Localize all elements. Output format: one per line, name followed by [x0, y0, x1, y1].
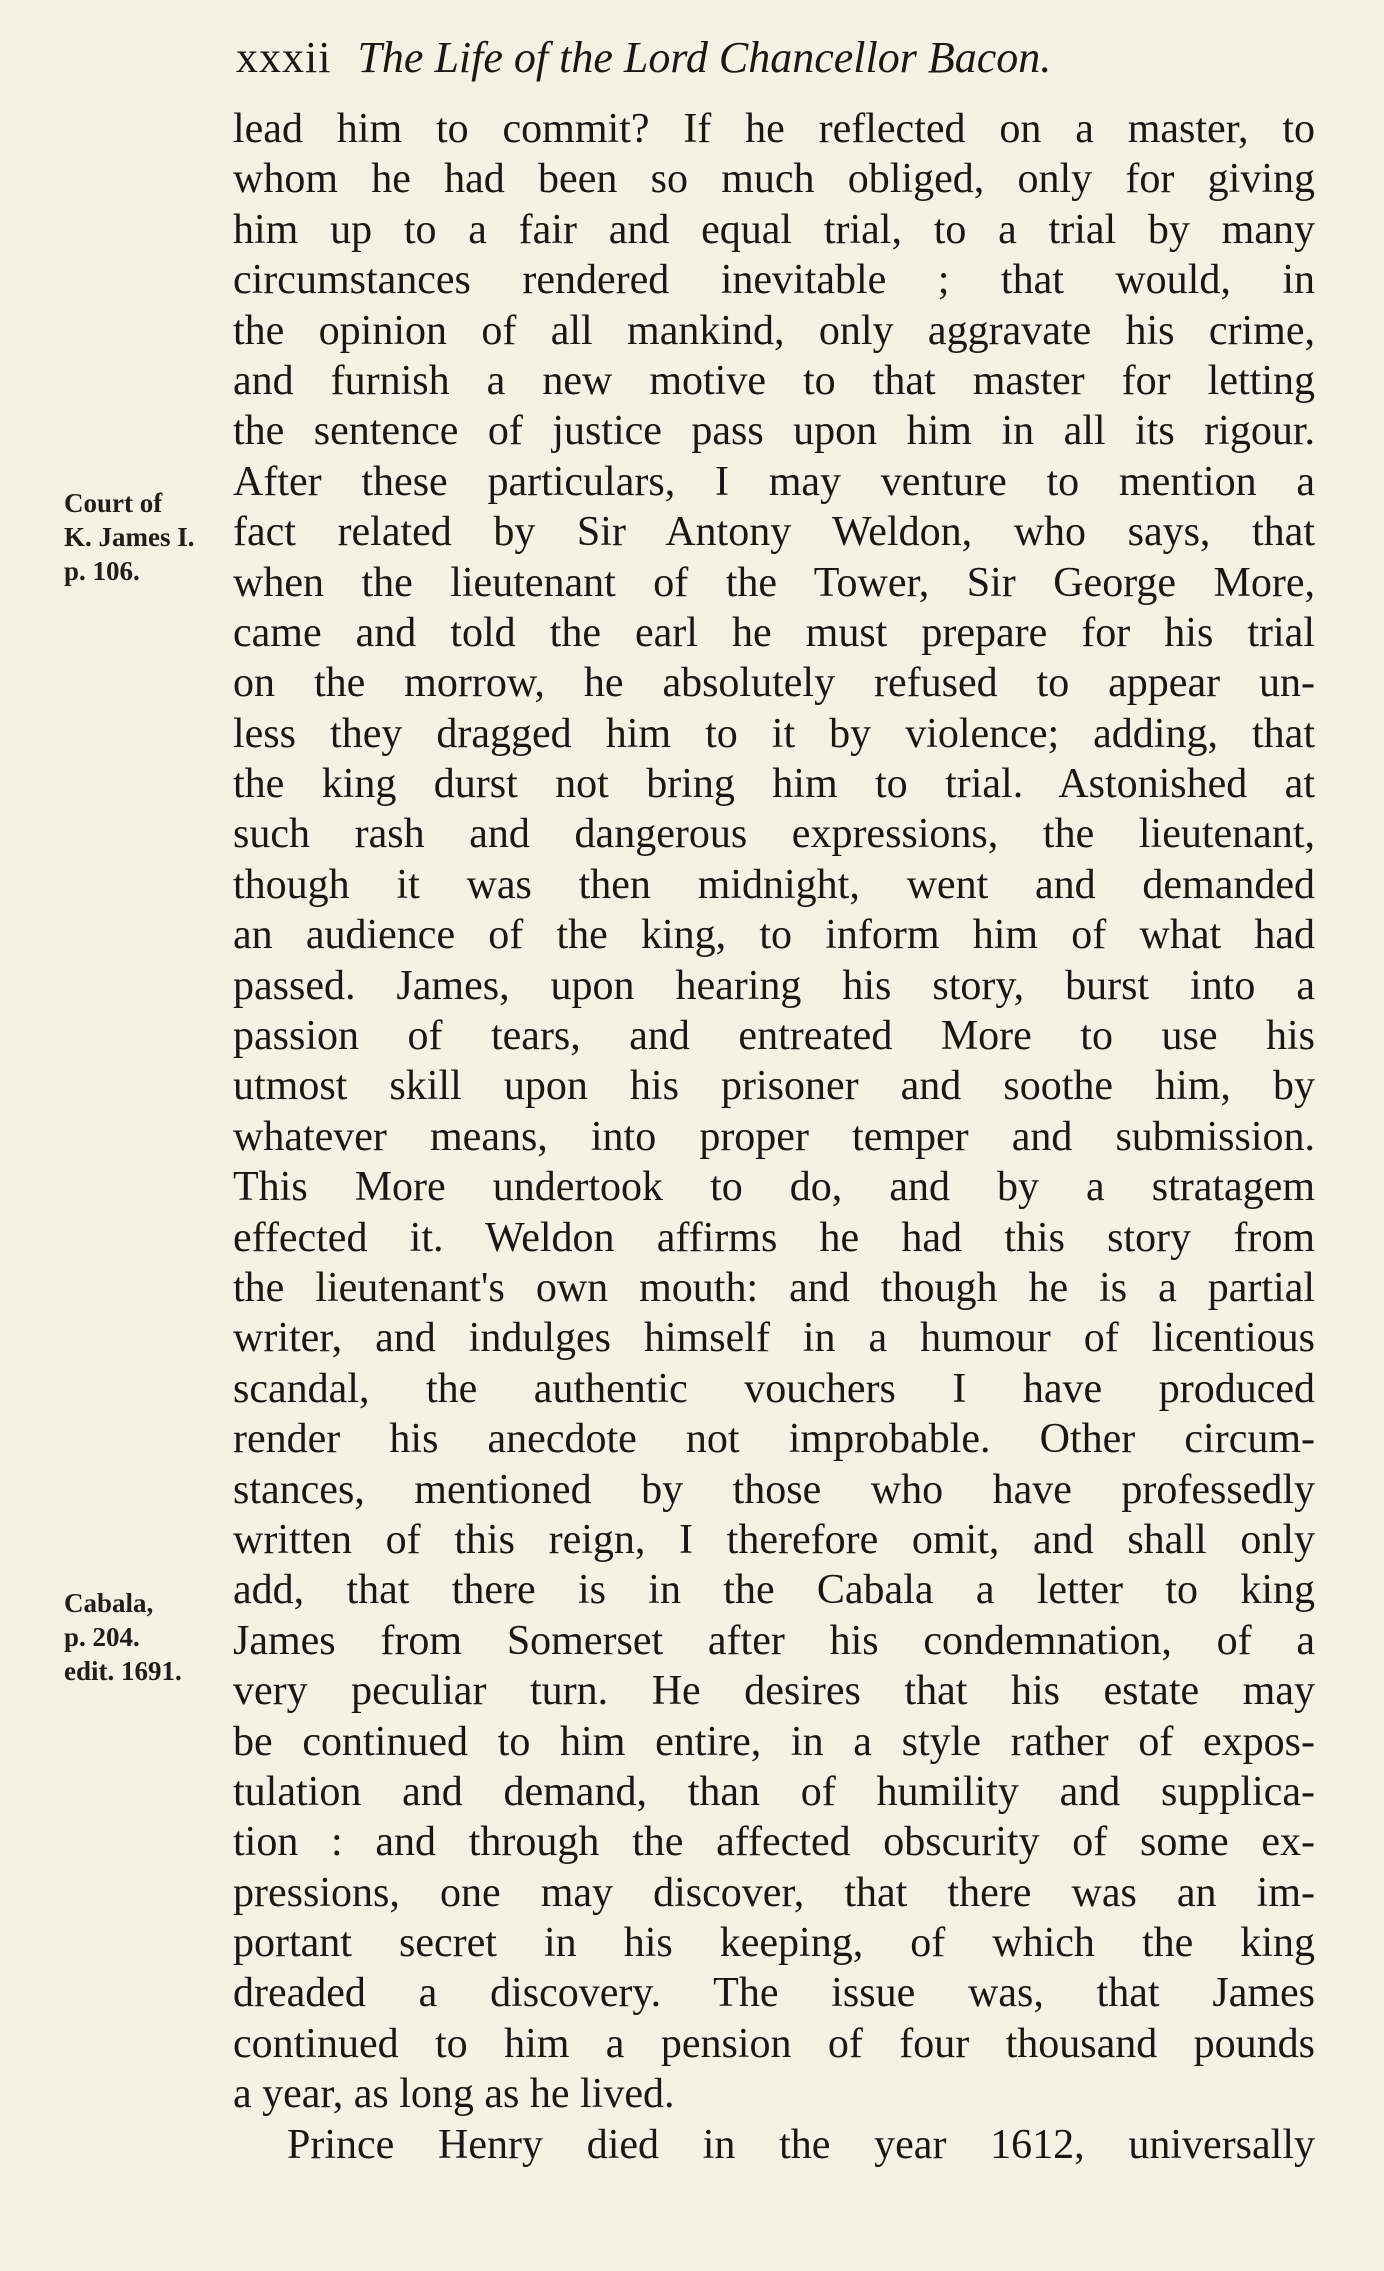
- margin-note-court-of-james: [64, 486, 195, 588]
- margin-note-line: K. James I.: [64, 522, 195, 552]
- text-line: the lieutenant's own mouth: and though he is a partial: [233, 1264, 1315, 1311]
- text-line: writer, and indulges himself in a humour of licentious: [233, 1315, 1315, 1362]
- text-line: fact related by Sir Antony Weldon, who says, that: [233, 509, 1315, 556]
- text-line: less they dragged him to it by violence; adding, that: [233, 710, 1315, 757]
- text-line: circumstances rendered inevitable ; that would, in: [233, 257, 1315, 304]
- text-line: tulation and demand, than of humility and supplica-: [233, 1768, 1315, 1815]
- text-line: be continued to him entire, in a style rather of expos-: [233, 1718, 1315, 1765]
- text-line: the opinion of all mankind, only aggravate his crime,: [233, 307, 1315, 354]
- text-line: written of this reign, I therefore omit, and shall only: [233, 1516, 1315, 1563]
- text-line: on the morrow, he absolutely refused to appear un-: [233, 660, 1315, 707]
- text-line: stances, mentioned by those who have professedly: [233, 1466, 1315, 1513]
- text-line: This More undertook to do, and by a stratagem: [233, 1164, 1315, 1211]
- text-line: James from Somerset after his condemnation, of a: [233, 1617, 1315, 1664]
- text-line: him up to a fair and equal trial, to a trial by many: [233, 206, 1315, 253]
- text-line: passion of tears, and entreated More to use his: [233, 1013, 1315, 1060]
- text-line: came and told the earl he must prepare for his trial: [233, 609, 1315, 656]
- text-line: portant secret in his keeping, of which the king: [233, 1920, 1315, 1967]
- text-line: pressions, one may discover, that there was an im-: [233, 1869, 1315, 1916]
- text-line: very peculiar turn. He desires that his estate may: [233, 1668, 1315, 1715]
- text-line: whatever means, into proper temper and submission.: [233, 1113, 1315, 1160]
- margin-note-line: p. 204.: [64, 1622, 140, 1652]
- text-line: tion : and through the affected obscurity of some ex-: [233, 1819, 1315, 1866]
- text-line: After these particulars, I may venture to mention a: [233, 458, 1315, 505]
- text-line: the sentence of justice pass upon him in all its rigour.: [233, 408, 1315, 455]
- text-line: add, that there is in the Cabala a letter to king: [233, 1567, 1315, 1614]
- text-line-paragraph-end: a year, as long as he lived.: [233, 2071, 675, 2118]
- text-line: passed. James, upon hearing his story, burst into a: [233, 962, 1315, 1009]
- text-line: and furnish a new motive to that master for letting: [233, 357, 1315, 404]
- page-number: xxxii: [236, 33, 332, 82]
- text-line: render his anecdote not improbable. Other circum-: [233, 1416, 1315, 1463]
- margin-note-line: Cabala,: [64, 1588, 154, 1618]
- text-line-paragraph-start: Prince Henry died in the year 1612, universally: [287, 2121, 1315, 2168]
- text-line: dreaded a discovery. The issue was, that James: [233, 1970, 1315, 2017]
- running-header: [236, 28, 1236, 88]
- text-line: the king durst not bring him to trial. Astonished at: [233, 761, 1315, 808]
- margin-note-cabala: [64, 1586, 182, 1688]
- text-line: scandal, the authentic vouchers I have produced: [233, 1365, 1315, 1412]
- running-title: The Life of the Lord Chancellor Bacon.: [357, 33, 1052, 82]
- margin-note-line: edit. 1691.: [64, 1656, 182, 1686]
- text-line: such rash and dangerous expressions, the lieutenant,: [233, 811, 1315, 858]
- margin-note-line: p. 106.: [64, 556, 140, 586]
- text-line: an audience of the king, to inform him of what had: [233, 912, 1315, 959]
- text-line: utmost skill upon his prisoner and soothe him, by: [233, 1063, 1315, 1110]
- text-line: lead him to commit? If he reflected on a master, to: [233, 106, 1315, 152]
- text-line: though it was then midnight, went and demanded: [233, 861, 1315, 908]
- text-line: continued to him a pension of four thousand pounds: [233, 2020, 1315, 2067]
- text-line: when the lieutenant of the Tower, Sir George More,: [233, 559, 1315, 606]
- body-text: [233, 104, 1315, 2170]
- text-line: effected it. Weldon affirms he had this story from: [233, 1214, 1315, 1261]
- text-line: whom he had been so much obliged, only for giving: [233, 156, 1315, 203]
- margin-note-line: Court of: [64, 488, 163, 518]
